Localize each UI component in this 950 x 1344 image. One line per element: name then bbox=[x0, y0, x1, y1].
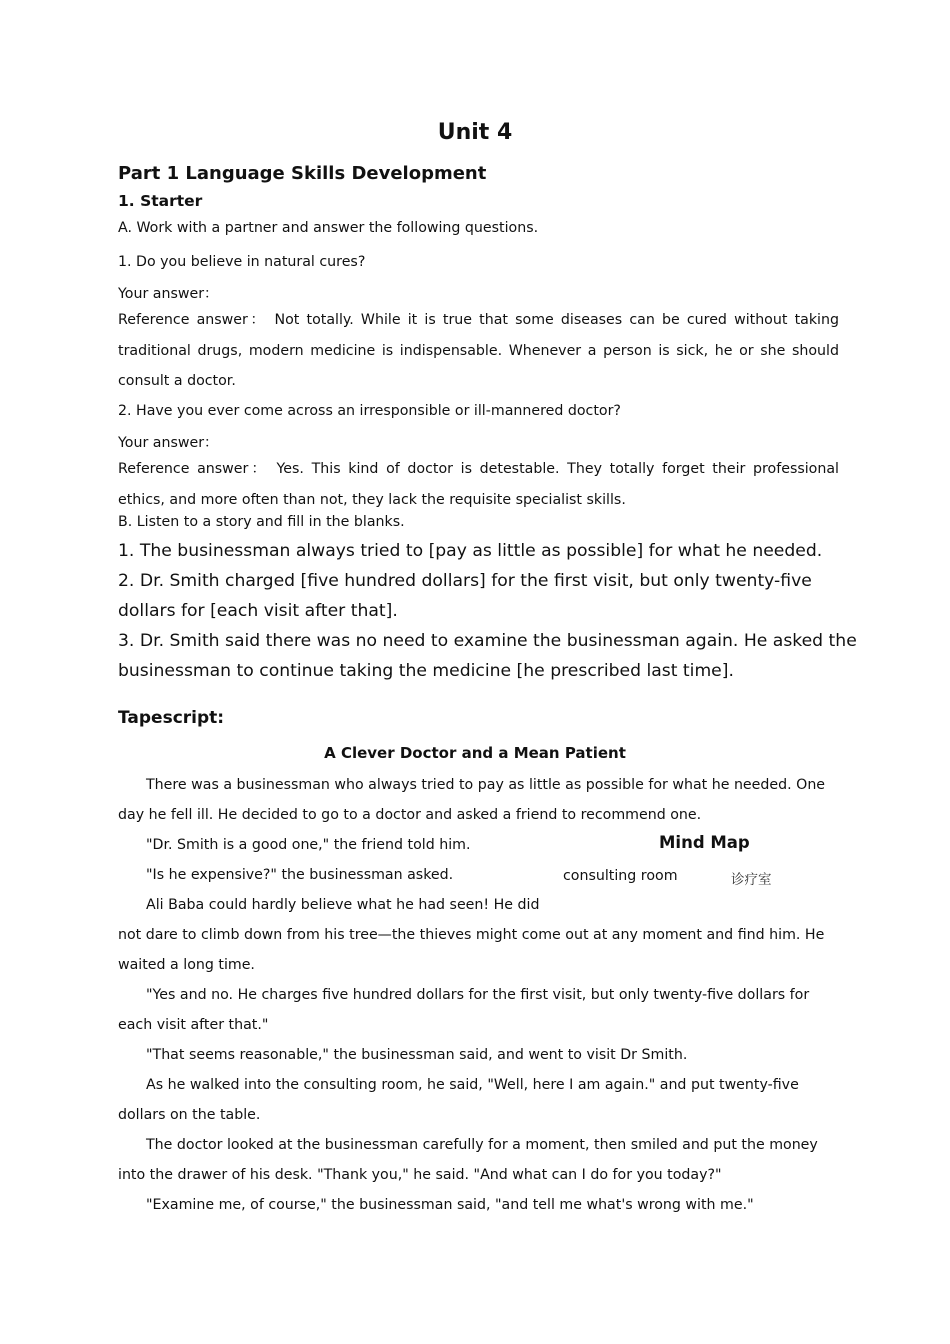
story-line: "Yes and no. He charges five hundred dollars for the first visit, but only twenty-five dollars for bbox=[146, 987, 810, 1003]
fill-line: dollars for [each visit after that]. bbox=[118, 601, 398, 621]
story-line: each visit after that." bbox=[118, 1017, 269, 1033]
story-line: waited a long time. bbox=[118, 957, 255, 973]
story-line: "Dr. Smith is a good one," the friend told him. bbox=[146, 837, 471, 853]
your-answer-label-2: Your answer： bbox=[118, 435, 219, 451]
story-line: The doctor looked at the businessman carefully for a moment, then smiled and put the money bbox=[146, 1137, 818, 1153]
fill-line: 1. The businessman always tried to [pay as little as possible] for what he needed. bbox=[118, 541, 823, 561]
story-line: There was a businessman who always tried to pay as little as possible for what he needed. One bbox=[146, 777, 826, 793]
part-heading: Part 1 Language Skills Development bbox=[118, 163, 487, 184]
your-answer-label-1: Your answer： bbox=[118, 286, 219, 302]
story-title: A Clever Doctor and a Mean Patient bbox=[324, 744, 626, 762]
story-line: "Examine me, of course," the businessman said, "and tell me what's wrong with me." bbox=[146, 1197, 754, 1213]
mind-map-term-en: consulting room bbox=[563, 868, 678, 884]
page-title: Unit 4 bbox=[437, 120, 513, 145]
question-1: 1. Do you believe in natural cures? bbox=[118, 254, 366, 270]
reference-answer-1: Reference answer： Not totally. While it is true that some diseases can be cured without taking traditional drugs, modern medicine is indispensable. Whenever a person is sick, he or she should consult a doctor. bbox=[118, 312, 839, 389]
story-line: into the drawer of his desk. "Thank you," he said. "And what can I do for you today?" bbox=[118, 1167, 722, 1183]
section-heading: 1. Starter bbox=[118, 192, 203, 210]
story-line: day he fell ill. He decided to go to a doctor and asked a friend to recommend one. bbox=[118, 807, 702, 823]
fill-line: 3. Dr. Smith said there was no need to examine the businessman again. He asked the bbox=[118, 631, 857, 651]
fill-line: businessman to continue taking the medicine [he prescribed last time]. bbox=[118, 661, 734, 681]
story-line: As he walked into the consulting room, he said, "Well, here I am again." and put twenty-five bbox=[146, 1077, 799, 1093]
story-line: "Is he expensive?" the businessman asked. bbox=[146, 867, 454, 883]
reference-answer-2: Reference answer： Yes. This kind of doctor is detestable. They totally forget their professional ethics, and more often than not, they lack the requisite specialist skills. bbox=[118, 461, 839, 508]
question-2: 2. Have you ever come across an irresponsible or ill-mannered doctor? bbox=[118, 403, 621, 419]
story-line: "That seems reasonable," the businessman said, and went to visit Dr Smith. bbox=[146, 1047, 688, 1063]
mind-map-term-zh: 诊疗室 bbox=[731, 872, 772, 888]
instruction-a: A. Work with a partner and answer the following questions. bbox=[118, 220, 539, 236]
mind-map-title: Mind Map bbox=[659, 833, 750, 852]
instruction-b: B. Listen to a story and fill in the blanks. bbox=[118, 514, 405, 530]
story-line: dollars on the table. bbox=[118, 1107, 261, 1123]
story-line: Ali Baba could hardly believe what he had seen! He did bbox=[146, 897, 540, 913]
story-line: not dare to climb down from his tree—the thieves might come out at any moment and find him. He bbox=[118, 927, 825, 943]
fill-line: 2. Dr. Smith charged [five hundred dollars] for the first visit, but only twenty-five bbox=[118, 571, 812, 591]
tapescript-heading: Tapescript: bbox=[118, 708, 225, 728]
